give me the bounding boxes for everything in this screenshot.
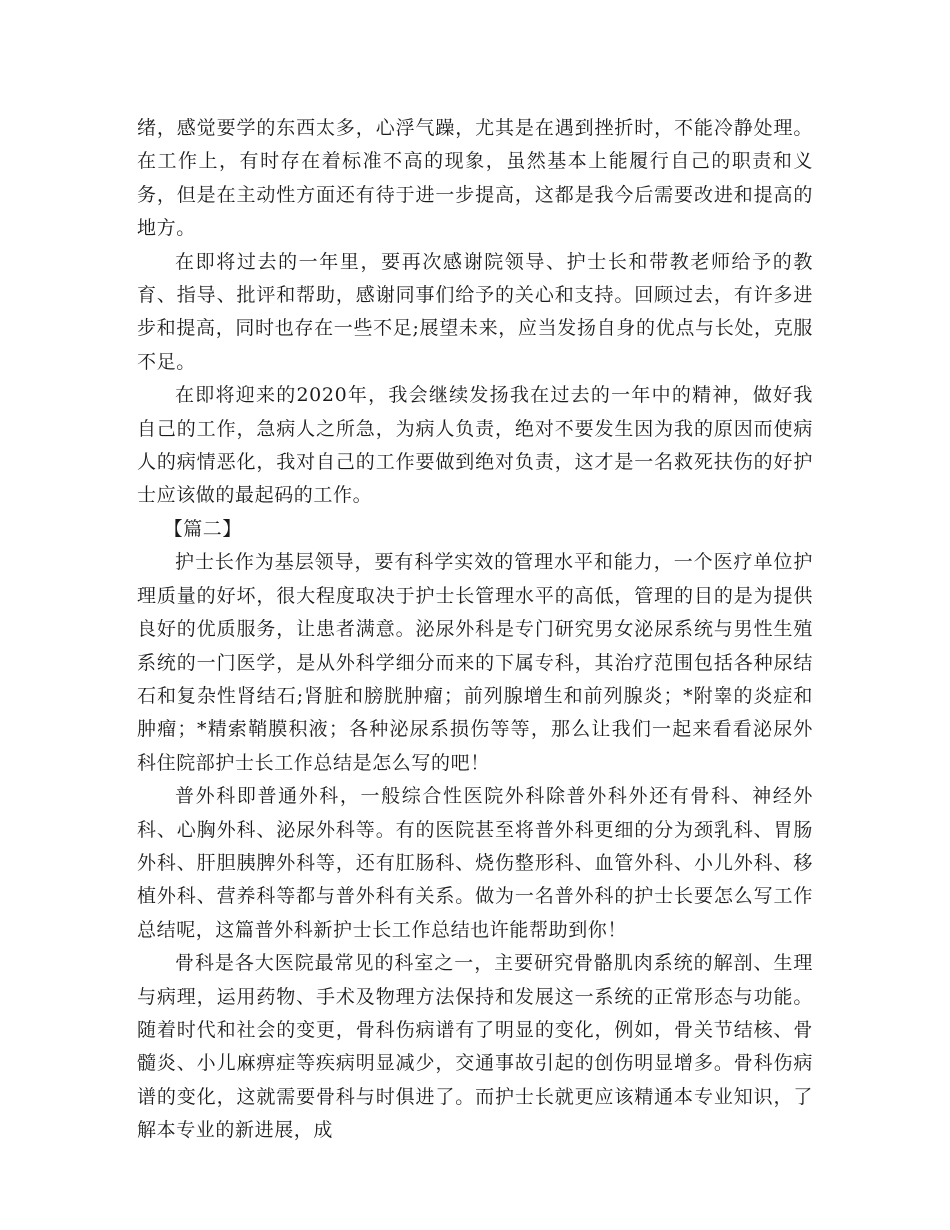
paragraph-urology: 护士长作为基层领导，要有科学实效的管理水平和能力，一个医疗单位护理质量的好坏，很大程度取决于护士长管理水平的高低，管理的目的是为提供良好的优质服务，让患者满意。泌尿外科是专门研究男女泌尿系统与男性生殖系统的一门医学，是从外科学细分而来的下属专科，其治疗范围包括各种尿结石和复杂性肾结石;肾脏和膀胱肿瘤；前列腺增生和前列腺炎；*附睾的炎症和肿瘤；*精索鞘膜积液；各种泌尿系损伤等等，那么让我们一起来看看泌尿外科住院部护士长工作总结是怎么写的吧！ xyxy=(137,551,813,774)
paragraph-next-year: 在即将迎来的2020年，我会继续发扬我在过去的一年中的精神，做好我自己的工作，急病人之所急，为病人负责，绝对不要发生因为我的原因而使病人的病情恶化，我对自己的工作要做到绝对负责，这才是一名救死扶伤的好护士应该做的最起码的工作。 xyxy=(137,384,813,507)
paragraph-gratitude: 在即将过去的一年里，要再次感谢院领导、护士长和带教老师给予的教育、指导、批评和帮助，感谢同事们给予的关心和支持。回顾过去，有许多进步和提高，同时也存在一些不足;展望未来，应当发扬自身的优点与长处，克服不足。 xyxy=(137,250,813,373)
paragraph-general-surgery: 普外科即普通外科，一般综合性医院外科除普外科外还有骨科、神经外科、心胸外科、泌尿外科等。有的医院甚至将普外科更细的分为颈乳科、胃肠外科、肝胆胰脾外科等，还有肛肠科、烧伤整形科、血管外科、小儿外科、移植外科、营养科等都与普外科有关系。做为一名普外科的护士长要怎么写工作总结呢，这篇普外科新护士长工作总结也许能帮助到你！ xyxy=(137,785,813,941)
document-page xyxy=(137,112,813,1148)
section-heading: 【篇二】 xyxy=(163,517,242,540)
paragraph-continued: 绪，感觉要学的东西太多，心浮气躁，尤其是在遇到挫折时，不能冷静处理。在工作上，有时存在着标准不高的现象，虽然基本上能履行自己的职责和义务，但是在主动性方面还有待于进一步提高，这都是我今后需要改进和提高的地方。 xyxy=(137,117,813,240)
paragraph-orthopedics: 骨科是各大医院最常见的科室之一，主要研究骨骼肌肉系统的解剖、生理与病理，运用药物、手术及物理方法保持和发展这一系统的正常形态与功能。随着时代和社会的变更，骨科伤病谱有了明显的变化，例如，骨关节结核、骨髓炎、小儿麻痹症等疾病明显减少，交通事故引起的创伤明显增多。骨科伤病谱的变化，这就需要骨科与时俱进了。而护士长就更应该精通本专业知识，了解本专业的新进展，成 xyxy=(137,952,813,1142)
